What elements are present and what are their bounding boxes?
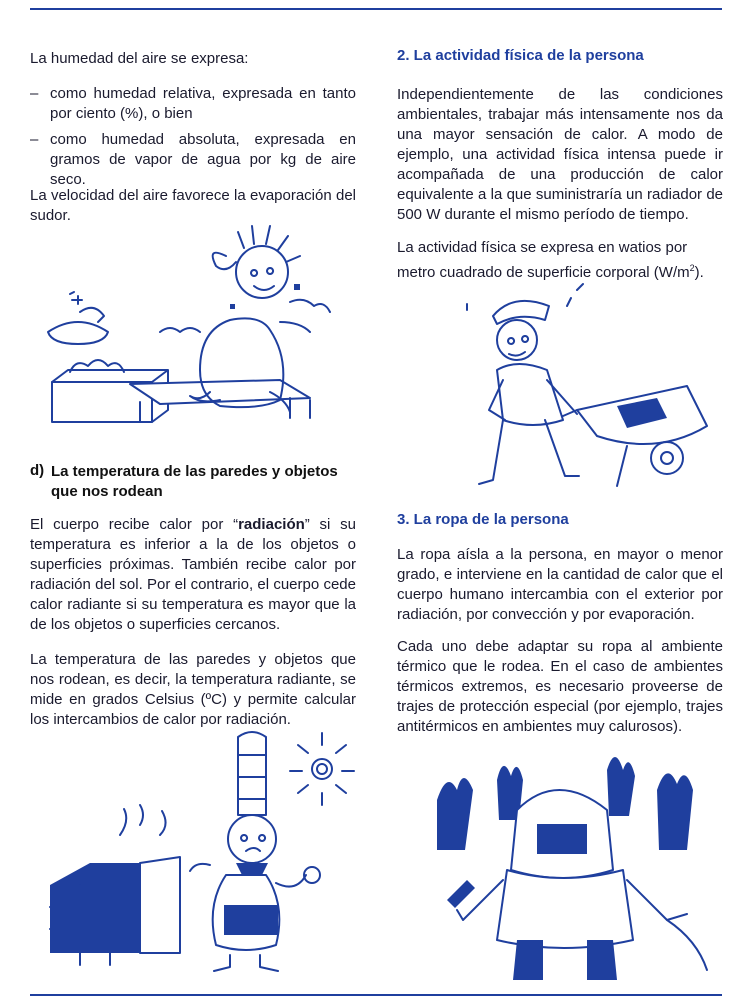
radiation-paragraph xyxy=(30,515,356,635)
section-3-title: 3. La ropa de la persona xyxy=(397,511,569,528)
wheelbarrow-worker-illustration xyxy=(437,280,727,500)
superscript-two: 2 xyxy=(689,263,695,273)
radiation-term: radiación xyxy=(238,516,305,533)
radiant-temperature-paragraph: La temperatura de las paredes y objetos que nos rodean, es decir, la temperatura radiante, se mide en grados Celsius (ºC) y permite calcular los intercambios de calor por radiación. xyxy=(30,651,356,728)
section-d-label: d) xyxy=(30,462,45,479)
top-rule xyxy=(30,8,722,10)
radiation-text-start: El cuerpo recibe calor por “ xyxy=(30,516,239,533)
clothing-paragraph: La ropa aísla a la persona, en mayor o menor grado, e interviene en la cantidad de calor que el cuerpo humano intercambia con el exterior por radiación, por convección y por evaporación. xyxy=(397,546,723,623)
chef-illustration xyxy=(40,715,356,985)
humidity-list xyxy=(30,84,356,190)
protective-suit-illustration xyxy=(407,740,723,990)
sweating-worker-illustration xyxy=(40,222,350,442)
physical-activity-paragraph: Independientemente de las condiciones ambientales, trabajar más intensamente nos da una mayor sensación de calor. A modo de ejemplo, una actividad física intensa puede ir acompañada de una producción de calor equivalente a la que suministraría un radiador de 500 W durante el mismo período de tiempo. xyxy=(397,86,723,223)
list-item: – como humedad absoluta, expresada en gramos de vapor de agua por kg de aire seco. xyxy=(30,130,356,190)
list-item: – como humedad relativa, expresada en tanto por ciento (%), o bien xyxy=(30,84,356,124)
radiation-text-end: ” si su temperatura es inferior a la de los objetos o superficies próximas. También recibe calor por radiación del sol. Por el contrario, el cuerpo cede calor radiante si su temperatura es mayor que la de los objetos o superficies cercanos. xyxy=(30,516,356,633)
thermal-suit-paragraph: Cada uno debe adaptar su ropa al ambiente térmico que le rodea. En el caso de ambientes térmicos extremos, es necesario proveerse de trajes de protección especial (por ejemplo, trajes antitérmicos en ambientes muy calurosos). xyxy=(397,638,723,735)
activity-units-end: ). xyxy=(694,264,704,281)
activity-units-text: La actividad física se expresa en watios por metro cuadrado de superficie corporal (W/m xyxy=(397,239,690,281)
humidity-intro: La humedad del aire se expresa: xyxy=(30,50,249,67)
section-2-title: 2. La actividad física de la persona xyxy=(397,47,644,64)
activity-units-paragraph xyxy=(397,238,723,283)
air-speed-text: La velocidad del aire favorece la evaporación del sudor. xyxy=(30,187,356,224)
bottom-rule xyxy=(30,994,722,996)
section-d-title: La temperatura de las paredes y objetos que nos rodean xyxy=(51,463,338,500)
